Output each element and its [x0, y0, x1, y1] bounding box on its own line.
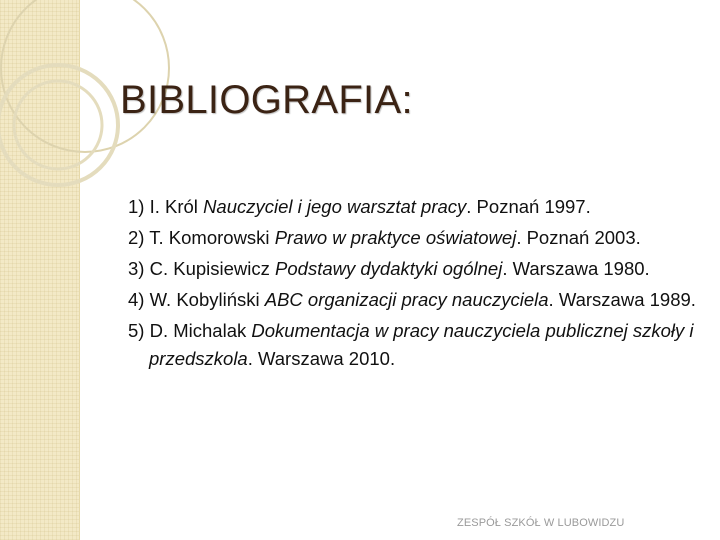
item-title: Nauczyciel i jego warsztat pracy: [203, 196, 467, 217]
slide-title: BIBLIOGRAFIA:: [120, 78, 413, 122]
item-title: Prawo w praktyce oświatowej: [274, 227, 517, 248]
bibliography-item: [128, 193, 698, 221]
item-publication: . Warszawa 1989.: [548, 289, 696, 310]
item-publication: . Warszawa 2010.: [247, 348, 396, 369]
bibliography-item: [128, 255, 698, 283]
item-number: 3): [128, 258, 150, 279]
item-title: ABC organizacji pracy nauczyciela: [264, 289, 549, 310]
item-publication: . Poznań 2003.: [516, 227, 641, 248]
bibliography-item: [128, 286, 698, 314]
item-author: T. Komorowski: [149, 227, 275, 248]
item-title: Dokumentacja w pracy nauczyciela publicznej szkoły i przedszkola: [149, 320, 694, 369]
item-number: 4): [128, 289, 150, 310]
slide-footer: ZESPÓŁ SZKÓŁ W LUBOWIDZU: [457, 517, 625, 529]
item-title: Podstawy dydaktyki ogólnej: [275, 258, 503, 279]
item-author: D. Michalak: [149, 320, 252, 341]
item-number: 1): [128, 196, 150, 217]
item-number: 2): [128, 227, 150, 248]
item-publication: . Poznań 1997.: [466, 196, 591, 217]
item-author: C. Kupisiewicz: [149, 258, 276, 279]
item-author: I. Król: [149, 196, 204, 217]
item-publication: . Warszawa 1980.: [502, 258, 650, 279]
item-number: 5): [128, 320, 150, 341]
side-pattern-strip: [0, 0, 80, 540]
item-author: W. Kobyliński: [149, 289, 265, 310]
bibliography-item: [128, 317, 698, 373]
bibliography-list: [128, 193, 698, 376]
bibliography-item: [128, 224, 698, 252]
